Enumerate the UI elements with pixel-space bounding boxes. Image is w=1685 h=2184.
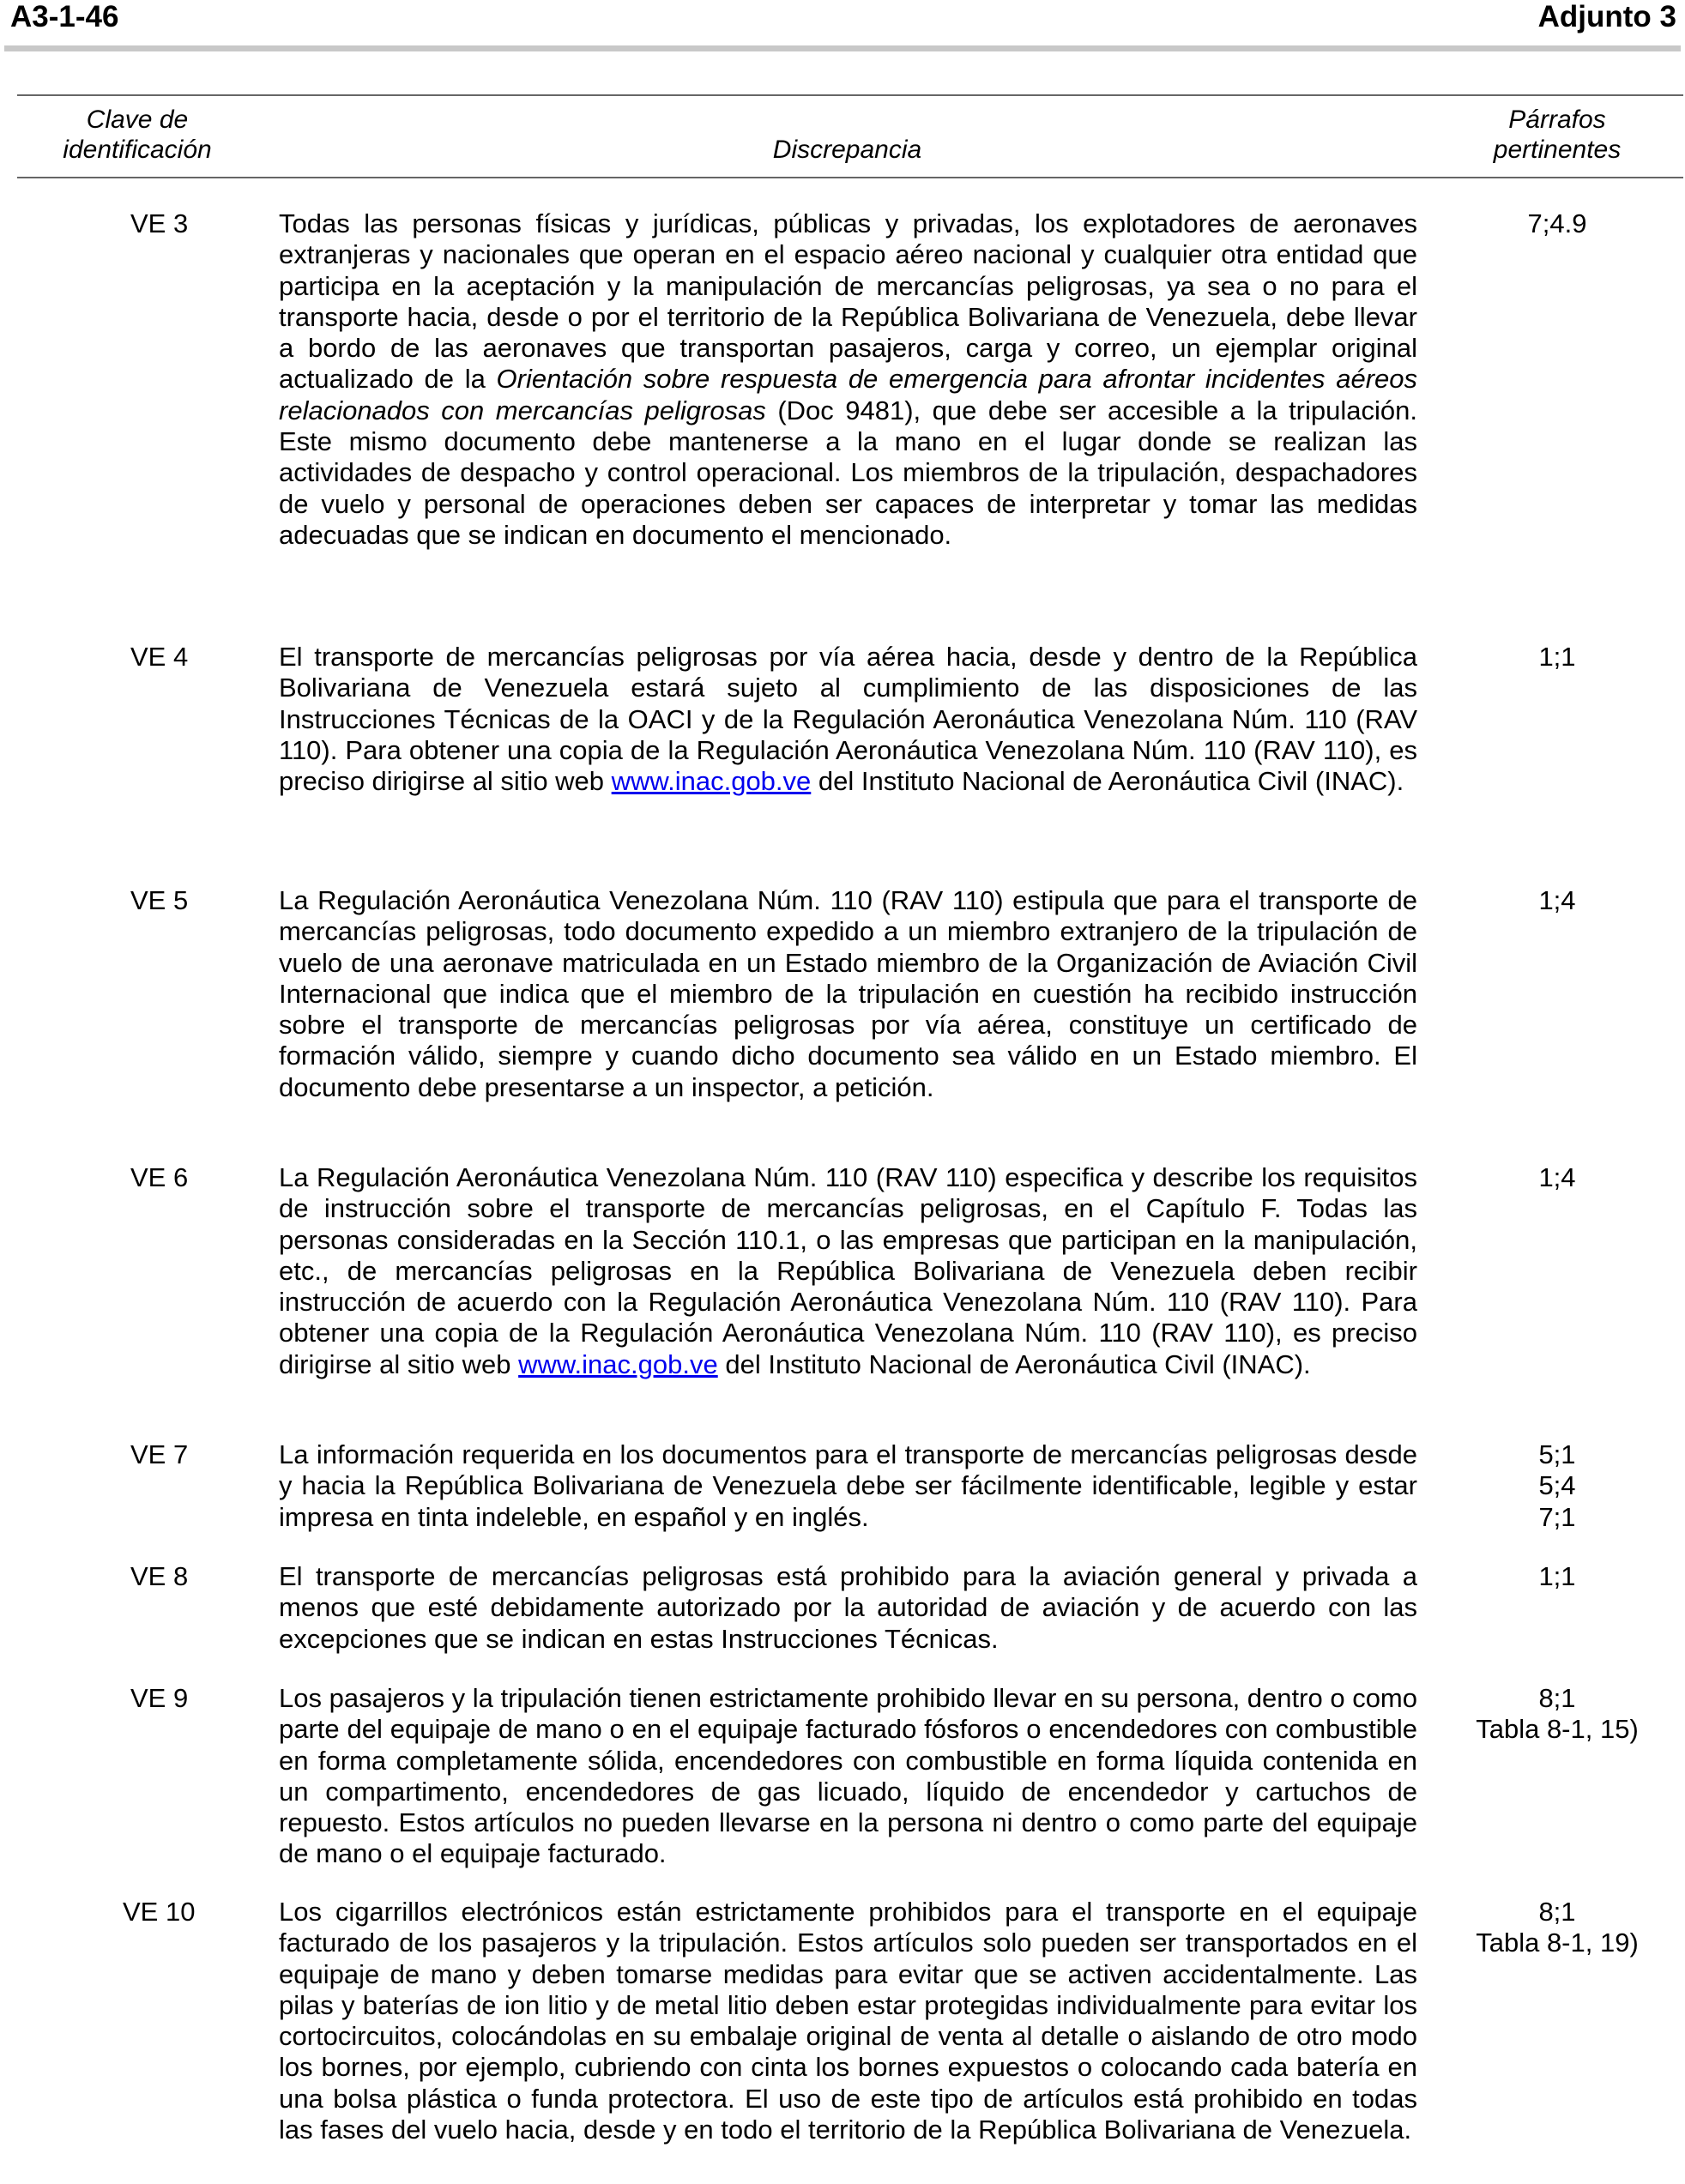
column-header-paragraphs: Párrafos pertinentes bbox=[1493, 106, 1622, 164]
inac-link[interactable]: www.inac.gob.ve bbox=[611, 766, 812, 797]
row-key: VE 5 bbox=[130, 885, 189, 915]
page-number: A3-1-46 bbox=[10, 0, 119, 33]
row-discrepancy: El transporte de mercancías peligrosas por vía aérea hacia, desde y dentro de la República Bolivariana de Venezuela estará sujeto al cumplimiento de las disposiciones de las Instrucciones Técnicas de la OACI y de la Regulación Aeronáutica Venezolana Núm. 110 (RAV 110). Para obtener una copia de la Regulación Aeronáutica Venezolana Núm. 110 (RAV 110), es preciso dirigirse al sitio web www.inac.gob.ve del Instituto Nacional de Aeronáutica Civil (INAC). bbox=[279, 642, 1417, 797]
row-paragraphs: 8;1 Tabla 8-1, 19) bbox=[1476, 1897, 1639, 1958]
table-header-rule bbox=[17, 177, 1683, 178]
row-key: VE 8 bbox=[130, 1561, 189, 1591]
row-discrepancy: El transporte de mercancías peligrosas está prohibido para la aviación general y privada a menos que esté debidamente autorizado por la autoridad de aviación y de acuerdo con las excepciones que se indican en estas Instrucciones Técnicas. bbox=[279, 1561, 1417, 1654]
header-divider bbox=[4, 45, 1681, 51]
row-discrepancy: Los pasajeros y la tripulación tienen estrictamente prohibido llevar en su persona, dentro o como parte del equipaje de mano o en el equipaje facturado fósforos o encendedores con combustible en forma completamente sólida, encendedores con combustible en forma líquida contenida en un compartimento, encendedores de gas licuado, líquido de encendedor y cartuchos de repuesto. Estos artículos no pueden llevarse en la persona ni dentro o como parte del equipaje de mano o el equipaje facturado. bbox=[279, 1683, 1417, 1869]
row-paragraphs: 8;1 Tabla 8-1, 15) bbox=[1476, 1683, 1639, 1745]
table-top-rule bbox=[17, 94, 1683, 96]
row-key: VE 3 bbox=[130, 208, 189, 238]
row-paragraphs: 1;4 bbox=[1538, 885, 1576, 915]
row-discrepancy: La Regulación Aeronáutica Venezolana Núm. 110 (RAV 110) estipula que para el transporte de mercancías peligrosas, todo documento expedido a un miembro extranjero de la tripulación de vuelo de una aeronave matriculada en un Estado miembro de la Organización de Aviación Civil Internacional que indica que el miembro de la tripulación en cuestión ha recibido instrucción sobre el transporte de mercancías peligrosas por vía aérea, constituye un certificado de formación válido, siempre y cuando dicho documento sea válido en un Estado miembro. El documento debe presentarse a un inspector, a petición. bbox=[279, 885, 1417, 1102]
row-paragraphs: 5;1 5;4 7;1 bbox=[1538, 1439, 1576, 1532]
column-header-discrepancy: Discrepancia bbox=[772, 136, 922, 164]
row-paragraphs: 1;1 bbox=[1538, 1561, 1576, 1591]
column-header-key: Clave de identificación bbox=[63, 106, 212, 164]
attachment-label: Adjunto 3 bbox=[1537, 0, 1676, 33]
row-paragraphs: 1;4 bbox=[1538, 1162, 1576, 1192]
row-paragraphs: 7;4.9 bbox=[1527, 208, 1587, 238]
row-key: VE 4 bbox=[130, 642, 189, 672]
row-discrepancy: Los cigarrillos electrónicos están estrictamente prohibidos para el transporte en el equipaje facturado de los pasajeros y la tripulación. Estos artículos solo pueden ser transportados en el equipaje de mano y deben tomarse medidas para evitar que se activen accidentalmente. Las pilas y baterías de ion litio y de metal litio deben estar protegidas individualmente para evitar los cortocircuitos, colocándolas en su embalaje original de venta al detalle o aislando de otro modo los bornes, por ejemplo, cubriendo con cinta los bornes expuestos o colocando cada batería en una bolsa plástica o funda protectora. El uso de este tipo de artículos está prohibido en todas las fases del vuelo hacia, desde y en todo el territorio de la República Bolivariana de Venezuela. bbox=[279, 1897, 1417, 2145]
page-header bbox=[10, 0, 1676, 34]
row-key: VE 6 bbox=[130, 1162, 189, 1192]
row-discrepancy: La Regulación Aeronáutica Venezolana Núm. 110 (RAV 110) especifica y describe los requisitos de instrucción sobre el transporte de mercancías peligrosas, en el Capítulo F. Todas las personas consideradas en la Sección 110.1, o las empresas que participan en la manipulación, etc., de mercancías peligrosas en la República Bolivariana de Venezuela deben recibir instrucción de acuerdo con la Regulación Aeronáutica Venezolana Núm. 110 (RAV 110). Para obtener una copia de la Regulación Aeronáutica Venezolana Núm. 110 (RAV 110), es preciso dirigirse al sitio web www.inac.gob.ve del Instituto Nacional de Aeronáutica Civil (INAC). bbox=[279, 1162, 1417, 1379]
row-key: VE 7 bbox=[130, 1439, 189, 1469]
row-key: VE 9 bbox=[130, 1683, 189, 1713]
row-discrepancy: La información requerida en los documentos para el transporte de mercancías peligrosas desde y hacia la República Bolivariana de Venezuela debe ser fácilmente identificable, legible y estar impresa en tinta indeleble, en español y en inglés. bbox=[279, 1439, 1417, 1532]
row-discrepancy: Todas las personas físicas y jurídicas, públicas y privadas, los explotadores de aeronaves extranjeras y nacionales que operan en el espacio aéreo nacional y cualquier otra entidad que participa en la aceptación y la manipulación de mercancías peligrosas, ya sea o no para el transporte hacia, desde o por el territorio de la República Bolivariana de Venezuela, debe llevar a bordo de las aeronaves que transportan pasajeros, carga y correo, un ejemplar original actualizado de la Orientación sobre respuesta de emergencia para afrontar incidentes aéreos relacionados con mercancías peligrosas (Doc 9481), que debe ser accesible a la tripulación. Este mismo documento debe mantenerse a la mano en el lugar donde se realizan las actividades de despacho y control operacional. Los miembros de la tripulación, despachadores de vuelo y personal de operaciones deben ser capaces de interpretar y tomar las medidas adecuadas que se indican en documento el mencionado. bbox=[279, 208, 1417, 550]
row-key: VE 10 bbox=[123, 1897, 196, 1927]
inac-link[interactable]: www.inac.gob.ve bbox=[518, 1348, 718, 1379]
row-paragraphs: 1;1 bbox=[1538, 642, 1576, 672]
